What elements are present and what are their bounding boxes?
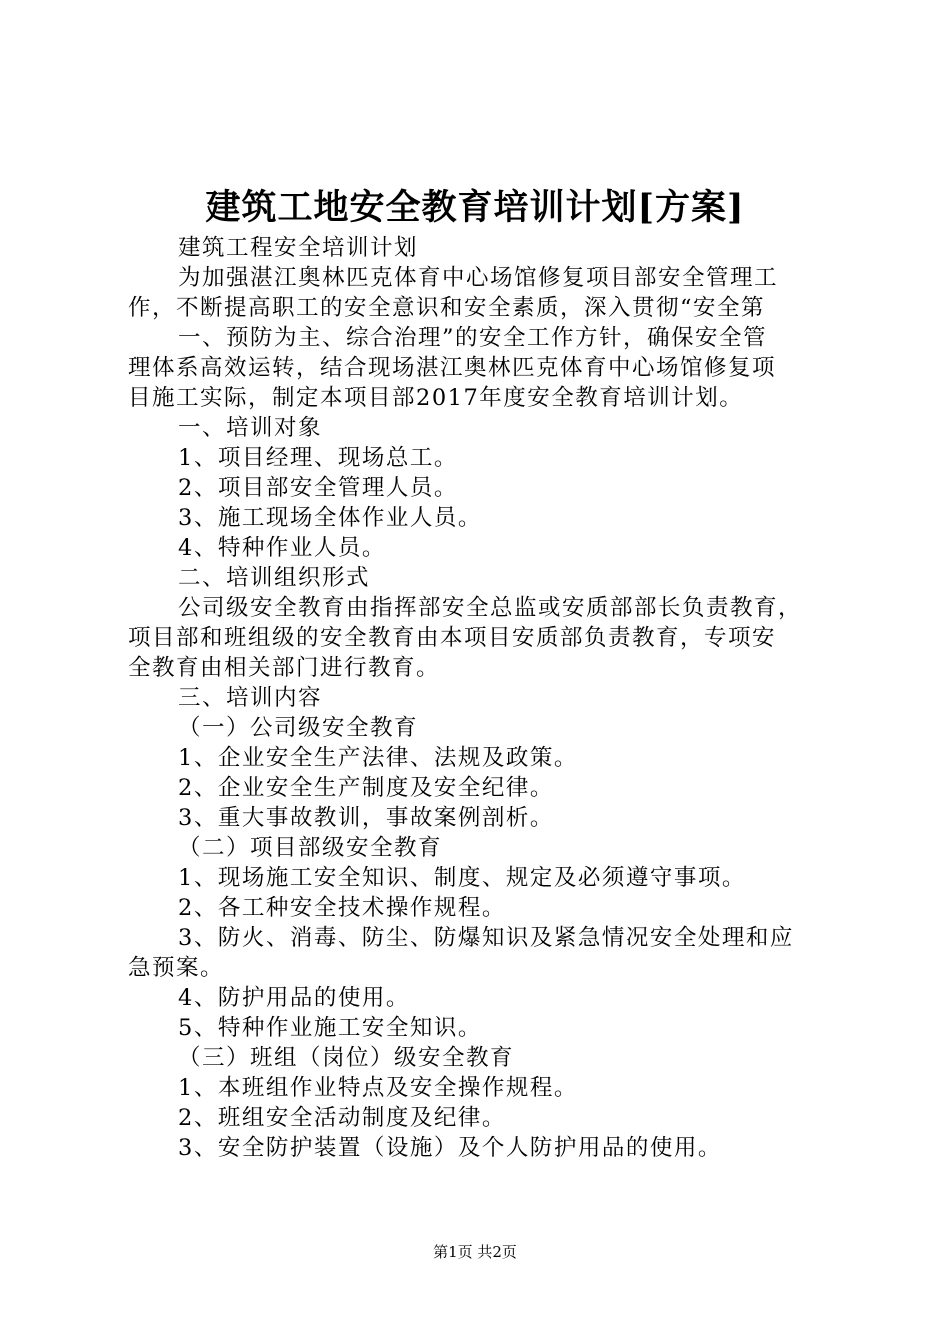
page-footer: 第1页 共2页 xyxy=(433,1243,517,1261)
paragraph-line: 4、特种作业人员。 xyxy=(178,535,386,561)
paragraph-line: 5、特种作业施工安全知识。 xyxy=(178,1015,482,1041)
paragraph xyxy=(128,803,840,833)
paragraph-line: 1、现场施工安全知识、制度、规定及必须遵守事项。 xyxy=(178,865,746,891)
paragraph-line: 4、防护用品的使用。 xyxy=(178,985,410,1011)
paragraph-line: 1、项目经理、现场总工。 xyxy=(178,445,458,471)
paragraph-line: 公司级安全教育由指挥部安全总监或安质部部长负责教育， xyxy=(178,595,803,621)
paragraph xyxy=(128,593,840,683)
paragraph-line: 建筑工程安全培训计划 xyxy=(178,235,419,261)
paragraph-line: 2、项目部安全管理人员。 xyxy=(178,475,458,501)
paragraph xyxy=(128,473,840,503)
paragraph-line: 3、防火、消毒、防尘、防爆知识及紧急情况安全处理和应 xyxy=(178,925,794,951)
paragraph xyxy=(128,863,840,893)
paragraph xyxy=(128,503,840,533)
paragraph-line: 3、安全防护装置（设施）及个人防护用品的使用。 xyxy=(178,1135,722,1161)
paragraph-line: 为加强湛江奥林匹克体育中心场馆修复项目部安全管理工 xyxy=(178,265,779,291)
paragraph xyxy=(128,983,840,1013)
document-title: 建筑工地安全教育培训计划[方案] xyxy=(205,187,745,228)
paragraph-line: 理体系高效运转，结合现场湛江奥林匹克体育中心场馆修复项 xyxy=(128,355,777,381)
paragraph xyxy=(128,1043,840,1073)
document-body xyxy=(128,233,840,1163)
paragraph xyxy=(128,233,840,263)
paragraph-line: 全教育由相关部门进行教育。 xyxy=(128,655,441,681)
paragraph-line: 1、本班组作业特点及安全操作规程。 xyxy=(178,1075,578,1101)
paragraph-line: 急预案。 xyxy=(128,955,225,981)
paragraph xyxy=(128,563,840,593)
paragraph xyxy=(128,893,840,923)
paragraph xyxy=(128,443,840,473)
paragraph-line: 3、重大事故教训，事故案例剖析。 xyxy=(178,805,554,831)
paragraph-line: 项目部和班组级的安全教育由本项目安质部负责教育，专项安 xyxy=(128,625,777,651)
paragraph-line: （一）公司级安全教育 xyxy=(178,715,419,741)
paragraph xyxy=(128,533,840,563)
paragraph xyxy=(128,263,840,323)
paragraph xyxy=(128,1073,840,1103)
paragraph xyxy=(128,833,840,863)
paragraph xyxy=(128,743,840,773)
paragraph-line: （二）项目部级安全教育 xyxy=(178,835,443,861)
paragraph-line: 2、企业安全生产制度及安全纪律。 xyxy=(178,775,554,801)
paragraph xyxy=(128,1133,840,1163)
paragraph-line: 作，不断提高职工的安全意识和安全素质，深入贯彻“安全第 xyxy=(128,295,766,321)
paragraph-line: 一、培训对象 xyxy=(178,415,323,441)
paragraph-line: 一、预防为主、综合治理”的安全工作方针，确保安全管 xyxy=(178,325,768,351)
paragraph xyxy=(128,1103,840,1133)
paragraph xyxy=(128,773,840,803)
paragraph-line: （三）班组（岗位）级安全教育 xyxy=(178,1045,515,1071)
paragraph-line: 三、培训内容 xyxy=(178,685,323,711)
paragraph xyxy=(128,923,840,983)
paragraph-line: 1、企业安全生产法律、法规及政策。 xyxy=(178,745,578,771)
paragraph-line: 2、各工种安全技术操作规程。 xyxy=(178,895,506,921)
paragraph xyxy=(128,683,840,713)
paragraph-line: 目施工实际，制定本项目部2017年度安全教育培训计划。 xyxy=(128,385,744,411)
paragraph xyxy=(128,413,840,443)
paragraph xyxy=(128,713,840,743)
paragraph-line: 二、培训组织形式 xyxy=(178,565,371,591)
paragraph-line: 3、施工现场全体作业人员。 xyxy=(178,505,482,531)
paragraph-line: 2、班组安全活动制度及纪律。 xyxy=(178,1105,506,1131)
paragraph xyxy=(128,1013,840,1043)
paragraph xyxy=(128,323,840,413)
